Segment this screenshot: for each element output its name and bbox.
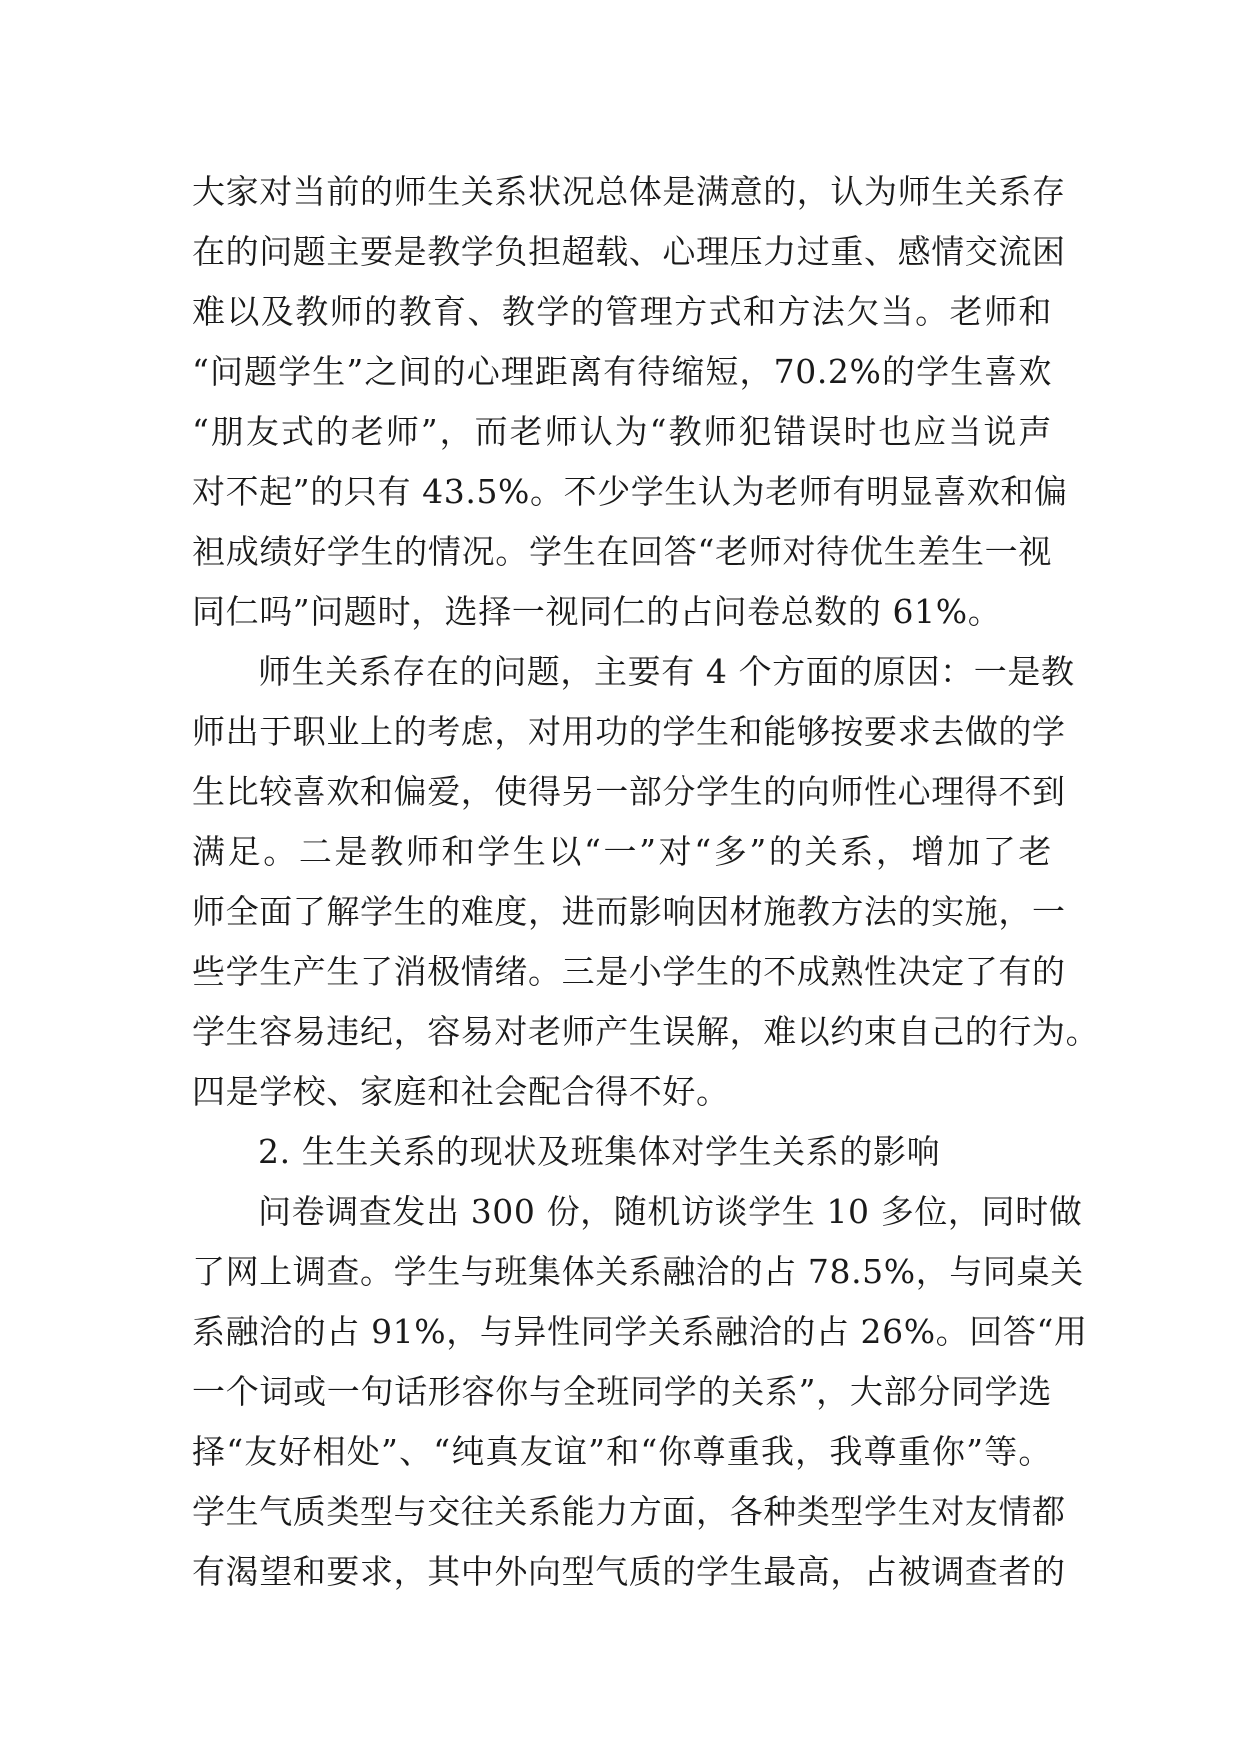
- paragraph-2-line-2: 师出于职业上的考虑，对用功的学生和能够按要求去做的学: [192, 712, 1066, 751]
- paragraph-2-line-5: 师全面了解学生的难度，进而影响因材施教方法的实施，一: [192, 892, 1066, 931]
- document-body: [192, 162, 1100, 1602]
- paragraph-3-line-1: 问卷调查发出 300 份，随机访谈学生 10 多位，同时做: [258, 1192, 1083, 1231]
- paragraph-1-line-6: 对不起”的只有 43.5%。不少学生认为老师有明显喜欢和偏: [192, 472, 1068, 511]
- paragraph-3-line-4: 一个词或一句话形容你与全班同学的关系”，大部分同学选: [192, 1372, 1052, 1411]
- paragraph-2-line-3: 生比较喜欢和偏爱，使得另一部分学生的向师性心理得不到: [192, 772, 1066, 811]
- paragraph-2-line-6: 些学生产生了消极情绪。三是小学生的不成熟性决定了有的: [192, 952, 1066, 991]
- paragraph-1-line-2: 在的问题主要是教学负担超载、心理压力过重、感情交流困: [192, 232, 1066, 271]
- paragraph-1-line-4: “问题学生”之间的心理距离有待缩短，70.2%的学生喜欢: [192, 352, 1052, 391]
- paragraph-2-line-8: 四是学校、家庭和社会配合得不好。: [192, 1072, 730, 1111]
- paragraph-1-line-1: 大家对当前的师生关系状况总体是满意的，认为师生关系存: [192, 172, 1066, 211]
- paragraph-3-line-6: 学生气质类型与交往关系能力方面，各种类型学生对友情都: [192, 1492, 1066, 1531]
- paragraph-2-line-4: 满足。二是教师和学生以“一”对“多”的关系，增加了老: [192, 832, 1052, 871]
- paragraph-1-line-7: 袒成绩好学生的情况。学生在回答“老师对待优生差生一视: [192, 532, 1052, 571]
- paragraph-2-line-7: 学生容易违纪，容易对老师产生误解，难以约束自己的行为。: [192, 1012, 1100, 1051]
- paragraph-1-line-5: “朋友式的老师”，而老师认为“教师犯错误时也应当说声: [192, 412, 1052, 451]
- paragraph-1-line-3: 难以及教师的教育、教学的管理方式和方法欠当。老师和: [192, 292, 1052, 331]
- paragraph-3-line-5: 择“友好相处”、“纯真友谊”和“你尊重我，我尊重你”等。: [192, 1432, 1052, 1471]
- paragraph-3-line-7: 有渴望和要求，其中外向型气质的学生最高，占被调查者的: [192, 1552, 1066, 1591]
- section-heading: 2. 生生关系的现状及班集体对学生关系的影响: [258, 1132, 941, 1171]
- paragraph-3-line-3: 系融洽的占 91%，与异性同学关系融洽的占 26%。回答“用: [192, 1312, 1088, 1351]
- paragraph-1-line-8: 同仁吗”问题时，选择一视同仁的占问卷总数的 61%。: [192, 592, 1002, 631]
- paragraph-3-line-2: 了网上调查。学生与班集体关系融洽的占 78.5%，与同桌关: [192, 1252, 1084, 1291]
- paragraph-2-line-1: 师生关系存在的问题，主要有 4 个方面的原因：一是教: [258, 652, 1075, 691]
